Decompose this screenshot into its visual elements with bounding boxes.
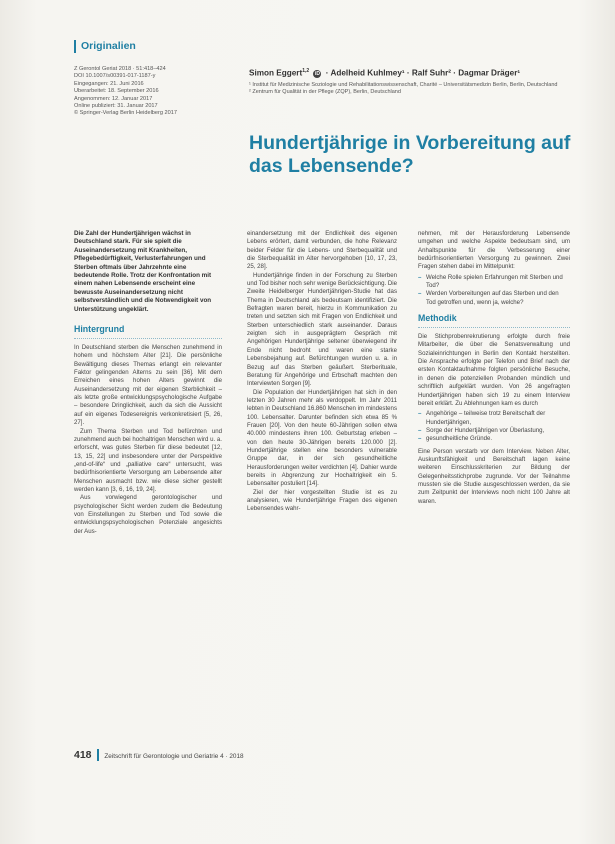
- meta-line: © Springer-Verlag Berlin Heidelberg 2017: [74, 110, 178, 117]
- list-item: – Angehörige – teilweise trotz Bereitschaft der Hundertjährigen,: [418, 410, 546, 426]
- article-metadata: [74, 66, 244, 118]
- dash-bullet-icon: –: [418, 410, 422, 418]
- meta-line: DOI 10.1007/s00391-017-1187-y: [74, 73, 156, 80]
- paragraph: Zum Thema Sterben und Tod befürchten und zunehmend auch bei hochaltrigen Menschen wird u. a. erforscht, was gutes Sterben für diese bedeutet [12, 13, 15, 22] und insbesondere unter der Perspektive „end-of-life“ und „palliative care“ untersucht, was bedürfnisorientierte Versorgung am Lebensende alter Menschen ausmacht bzw. wie diese sicher gestellt werden kann [3, 6, 16, 19, 24].: [74, 427, 222, 493]
- text-column-1: [74, 230, 222, 536]
- paragraph: Ziel der hier vorgestellten Studie ist es zu analysieren, wie Hundertjährige Fragen des eigenen Lebensendes wahr-: [247, 488, 397, 513]
- journal-name: Zeitschrift für Gerontologie und Geriatrie 4 · 2018: [104, 753, 244, 760]
- section-label: Originalien: [74, 40, 136, 53]
- author-list: [249, 68, 579, 78]
- research-questions-list: [418, 274, 570, 307]
- orcid-icon[interactable]: iD: [314, 70, 320, 77]
- author-name: Simon Eggert: [249, 68, 303, 78]
- list-item: – Sorge der Hundertjährigen vor Überlastung,: [418, 426, 545, 434]
- meta-line: Eingegangen: 21. Juni 2016: [74, 80, 144, 87]
- meta-line: Online publiziert: 31. Januar 2017: [74, 103, 158, 110]
- list-item: – Werden Vorbereitungen auf das Sterben und den Tod getroffen und, wenn ja, welche?: [418, 290, 559, 306]
- refusal-reasons-list: [418, 410, 570, 443]
- section-heading-background: Hintergrund: [74, 324, 222, 339]
- paragraph: Hundertjährige finden in der Forschung zu Sterben und Tod bisher noch sehr wenige Berücksichtigung. Die Zweite Heidelberger Hundertjährigen-Studie hat das Thema in Deutschland als bedeutsam identifiziert. Die Befragten waren bereit, hierzu in Kommunikation zu treten und setzten sich mit Fragen von Endlichkeit und Sterben unterschiedlich stark auseinander. Daraus zeigten sich in ausgeprägtem Gespräch mit Angehörigen Hundertjährige seltener überwiegend ihr Ende nicht bedroht und waren eine starke Lebensbejahung auf. Befürchtungen wurden u. a. in Bezug auf das Sterben geäußert. Sterberituale, Beratung für Angehörige und Erbschaft machten den Interviewten Sorgen [9].: [247, 271, 397, 388]
- meta-line: Überarbeitet: 18. September 2016: [74, 88, 159, 95]
- dash-bullet-icon: –: [418, 273, 422, 281]
- paragraph: Eine Person verstarb vor dem Interview. Neben Alter, Auskunftsfähigkeit und Bereitschaft lagen keine weiteren Einschlusskriterien zur Bildung der Gelegenheitsstichprobe zugrunde. Vor der Teilnahme mussten sie die Studie ausgeschlossen werden, da sie zum Zeitpunkt der Interviews noch nicht 100 Jahre alt waren.: [418, 447, 570, 505]
- text-column-2: [247, 230, 397, 514]
- meta-line: Angenommen: 12. Januar 2017: [74, 95, 153, 102]
- paragraph: nehmen, mit der Herausforderung Lebensende umgehen und welche Aspekte bedeutsam sind, um Anhaltspunkte für die Verbesserung einer bedürfnisorientierten Versorgung zu gewinnen. Zwei Fragen stehen dabei im Mittelpunkt:: [418, 230, 570, 271]
- section-heading-methods: Methodik: [418, 313, 570, 328]
- paragraph: Die Population der Hundertjährigen hat sich in den letzten 30 Jahren mehr als verdoppelt. Im Jahr 2011 lebten in Deutschland 16.860 Menschen im mindestens 100. Lebensalter. Darunter befinden sich etwa 85 % Frauen [20]. Von den heute 60-Jährigen sollen etwa 40.000 mindestens ihren 100. Geburtstag erleben – von den heute 30-Jährigen bereits 120.000 [2]. Hundertjährige stellen eine besonders vulnerable Gruppe dar, in der sich gesundheitliche Herausforderungen weiter verdichten [4]. Dahier wurde bereits in Abgrenzung zur Hochaltrigkeit ein 5. Lebensalter postuliert [14].: [247, 388, 397, 488]
- author-affiliation-marker: 1,2: [302, 68, 310, 74]
- dash-bullet-icon: –: [418, 435, 422, 443]
- page-footer: [74, 749, 574, 761]
- page-number: 418: [74, 749, 99, 761]
- text-column-3: [418, 230, 570, 506]
- dash-bullet-icon: –: [418, 426, 422, 434]
- article-title: Hundertjährige in Vorbereitung auf das Lebensende?: [249, 132, 571, 177]
- paragraph: In Deutschland sterben die Menschen zunehmend in hohem und höchstem Alter [21]. Die persönliche Bewältigung dieses Themas erlangt ein relevanter Faktor gelingenden Alterns zu sein [36]. Mit dem Erreichen eines hohen Alters gewinnt die Auseinandersetzung mit der eigenen Sterblichkeit – als letzte große entwicklungspsychologische Aufgabe – besondere Dringlichkeit, auch da sich die Aussicht auf ein eigenes Todesereignis verkonkretisiert [5, 26, 27].: [74, 344, 222, 427]
- paragraph: einandersetzung mit der Endlichkeit des eigenen Lebens erörtert, damit verbunden, die hohe Relevanz beider Felder für die Lebens- und Sterbequalität und die Sterbequalität im Alter hervorgehoben [10, 17, 23, 25, 28].: [247, 230, 397, 271]
- paragraph: Aus vorwiegend gerontologischer und psychologischer Sicht werden zudem die Bedeutung von Einstellungen zu Sterben und Tod sowie die entwicklungspsychologischen Potenziale angesichts der Aus-: [74, 494, 222, 535]
- list-item: – gesundheitliche Gründe.: [418, 435, 493, 443]
- meta-line: Z Gerontol Geriat 2018 · 51:418–424: [74, 66, 166, 72]
- dash-bullet-icon: –: [418, 290, 422, 298]
- affiliation-line: ¹ Institut für Medizinische Soziologie und Rehabilitationswissenschaft, Charité – Universitätsmedizin Berlin, Berlin, Deutschland: [249, 82, 558, 88]
- affiliations: [249, 82, 579, 97]
- affiliation-line: ² Zentrum für Qualität in der Pflege (ZQP), Berlin, Deutschland: [249, 89, 401, 96]
- coauthor-names: · Adelheid Kuhlmey¹ · Ralf Suhr² · Dagmar Dräger¹: [325, 68, 521, 78]
- paragraph: Die Stichprobenrekrutierung erfolgte durch freie Mitarbeiter, die über die Senatsverwaltung und Sozialeinrichtungen in Berlin den Kontakt herstellten. Die Ansprache erfolgte per Telefon und Brief nach der ersten Kontaktaufnahme folgten persönliche Besuche, in denen die potenziellen Probanden mündlich und schriftlich aufgeklärt wurden. Von 26 angefragten Hundertjährigen haben sich 19 zu einem Interview bereit erklärt. Zu Ablehnungen kam es durch: [418, 333, 570, 407]
- list-item: – Welche Rolle spielen Erfahrungen mit Sterben und Tod?: [418, 273, 563, 290]
- abstract: Die Zahl der Hundertjährigen wächst in Deutschland stark. Für sie spielt die Auseinandersetzung mit Krankheiten, Pflegebedürftigkeit, Verlusterfahrungen und Sterben oftmals über Jahrzehnte eine bedeutende Rolle. Trotz der Konfrontation mit einem nahen Lebensende erscheint eine bewusste Auseinandersetzung nicht selbstverständlich und die Notwendigkeit von Unterstützung ungeklärt.: [74, 230, 212, 313]
